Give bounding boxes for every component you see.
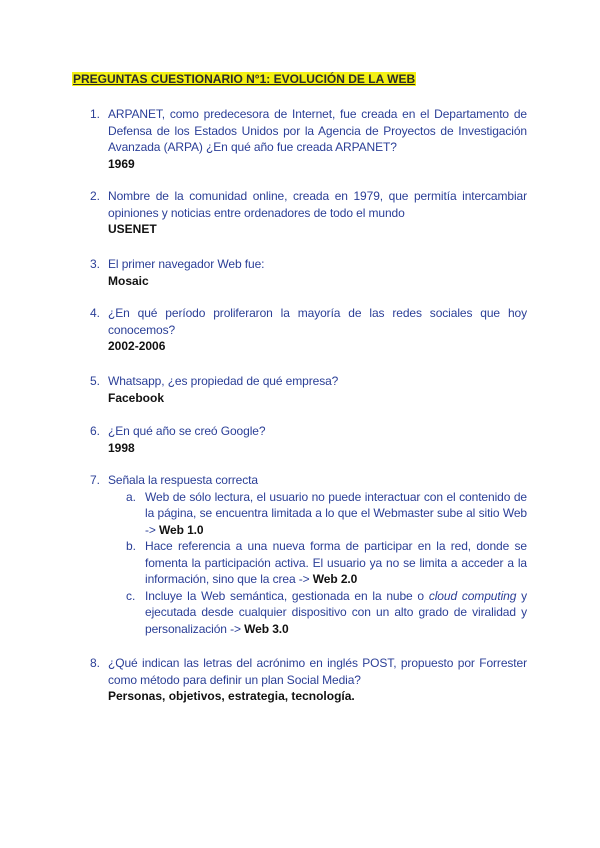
- question-text: Señala la respuesta correcta: [108, 473, 258, 487]
- question-text: Nombre de la comunidad online, creada en 1979, que permitía intercambiar opiniones y noticias entre ordenadores de todo el mundo: [108, 189, 527, 220]
- question-number: 4.: [90, 306, 101, 320]
- option-answer: Web 3.0: [244, 621, 289, 636]
- question-item: [90, 373, 527, 406]
- option-text: [145, 588, 527, 638]
- question-number: 6.: [90, 424, 101, 438]
- option-text-body: Hace referencia a una nueva forma de participar en la red, donde se fomenta la participación activa. El usuario ya no se limita a acceder a la información, sino que la crea ->: [145, 539, 527, 586]
- option-text-body: Web de sólo lectura, el usuario no puede interactuar con el contenido de la página, se encuentra limitada a lo que el Webmaster sube al sitio Web ->: [145, 489, 527, 537]
- question-text: ¿En qué año se creó Google?: [108, 424, 266, 438]
- question-item: [90, 472, 527, 637]
- option-item: [108, 489, 527, 539]
- question-answer: 2002-2006: [108, 339, 166, 353]
- option-answer: Web 1.0: [159, 522, 204, 537]
- question-item: [90, 188, 527, 238]
- question-item: [90, 256, 527, 289]
- question-number: 3.: [90, 257, 101, 271]
- option-text: [145, 538, 527, 588]
- question-answer: 1969: [108, 156, 135, 171]
- question-number: 5.: [90, 374, 101, 388]
- question-answer: Facebook: [108, 390, 165, 405]
- question-answer: Personas, objetivos, estrategia, tecnología.: [108, 689, 355, 703]
- question-item: [90, 655, 527, 705]
- question-number: 8.: [90, 656, 101, 670]
- question-text: ARPANET, como predecesora de Internet, fue creada en el Departamento de Defensa de los Estados Unidos por la Agencia de Proyectos de Investigación Avanzada (ARPA) ¿En qué año fue creada ARPANET?: [108, 107, 527, 154]
- option-item: [108, 588, 527, 638]
- option-letter: b.: [126, 539, 137, 553]
- option-text: [145, 489, 527, 539]
- option-italic-term: cloud computing: [428, 588, 517, 603]
- question-answer: 1998: [108, 440, 135, 455]
- option-letter: a.: [126, 489, 137, 504]
- question-item: [90, 106, 527, 172]
- question-answer: Mosaic: [108, 273, 149, 288]
- question-item: [90, 305, 527, 355]
- option-answer: Web 2.0: [312, 572, 358, 586]
- question-item: [90, 423, 527, 456]
- question-number: 1.: [90, 107, 101, 121]
- option-text-body: Incluye la Web semántica, gestionada en la nube o: [145, 588, 429, 603]
- document-title: PREGUNTAS CUESTIONARIO N°1: EVOLUCIÓN DE LA WEB: [73, 72, 416, 86]
- question-number: 2.: [90, 189, 101, 203]
- question-text: Whatsapp, ¿es propiedad de qué empresa?: [108, 374, 339, 388]
- question-number: 7.: [90, 473, 101, 487]
- question-text: El primer navegador Web fue:: [108, 257, 265, 271]
- option-text-tail: y ejecutada desde cualquier dispositivo con un alto grado de viralidad y personalización ->: [145, 588, 528, 636]
- question-text: ¿Qué indican las letras del acrónimo en inglés POST, propuesto por Forrester como método para definir un plan Social Media?: [108, 656, 527, 687]
- option-letter: c.: [126, 588, 136, 603]
- question-text: ¿En qué período proliferaron la mayoría de las redes sociales que hoy conocemos?: [108, 306, 527, 337]
- question-answer: USENET: [108, 222, 157, 236]
- option-item: [108, 538, 527, 588]
